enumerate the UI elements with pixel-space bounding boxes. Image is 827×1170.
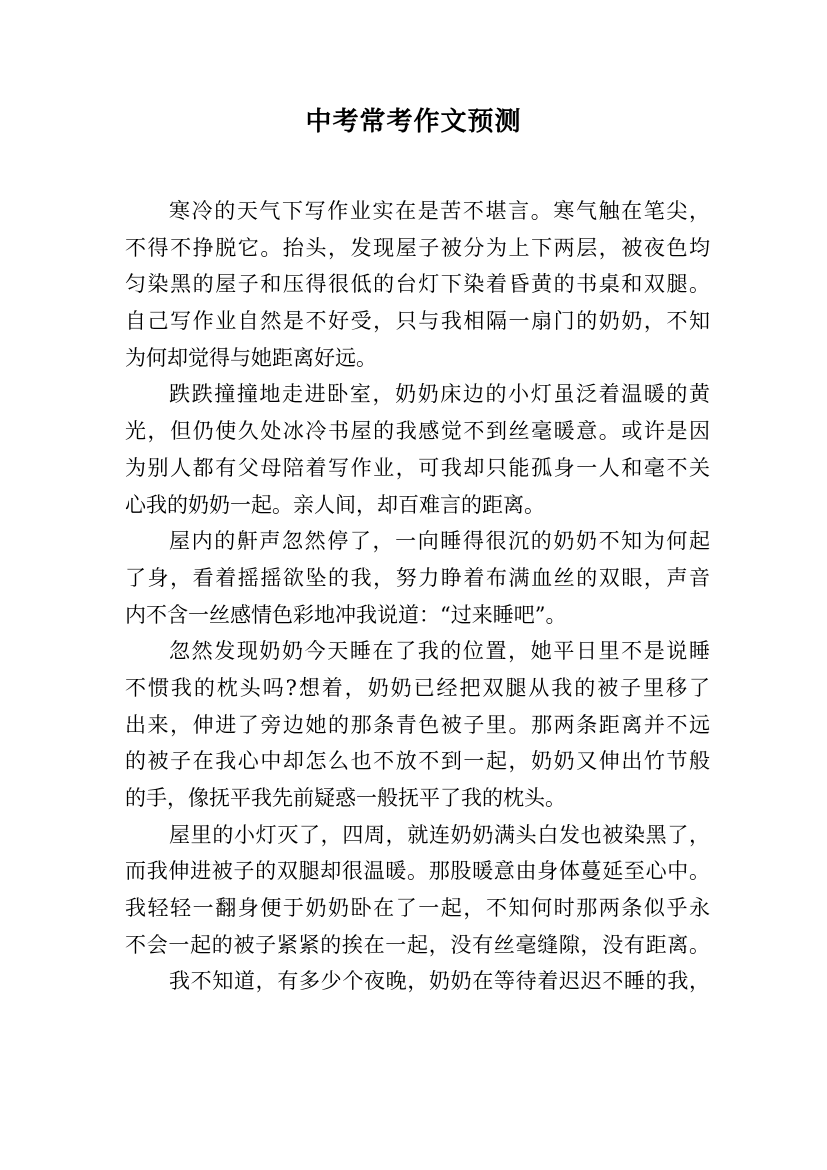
paragraph: [125, 523, 710, 633]
paragraph: [125, 963, 710, 1000]
text-line: 为别人都有父母陪着写作业，可我却只能孤身一人和毫不关: [125, 455, 710, 480]
paragraph: [125, 376, 710, 523]
text-line: 忽然发现奶奶今天睡在了我的位置，她平日里不是说睡: [169, 639, 710, 664]
text-line: 心我的奶奶一起。亲人间，却百难言的距离。: [125, 492, 545, 517]
text-line: 屋内的鼾声忽然停了，一向睡得很沉的奶奶不知为何起: [169, 529, 710, 554]
text-line: 跌跌撞撞地走进卧室，奶奶床边的小灯虽泛着温暖的黄: [169, 382, 710, 407]
text-line: 屋里的小灯灭了，四周，就连奶奶满头白发也被染黑了，: [169, 822, 710, 847]
text-line: 寒冷的天气下写作业实在是苦不堪言。寒气触在笔尖，: [169, 199, 710, 223]
text-line: 的手，像抚平我先前疑惑一般抚平了我的枕头。: [125, 786, 566, 810]
text-line: 出来，伸进了旁边她的那条青色被子里。那两条距离并不远: [125, 712, 710, 737]
text-line: 匀染黑的屋子和压得很低的台灯下染着昏黄的书桌和双腿。: [125, 272, 710, 297]
document-body: [125, 193, 710, 1000]
text-line: 自己写作业自然是不好受，只与我相隔一扇门的奶奶，不知: [125, 309, 710, 334]
text-line: 不惯我的枕头吗?想着，奶奶已经把双腿从我的被子里移了: [125, 675, 710, 700]
paragraph: [125, 193, 710, 376]
text-line: 不会一起的被子紧紧的挨在一起，没有丝毫缝隙，没有距离。: [125, 932, 710, 957]
text-line: 而我伸进被子的双腿却很温暖。那股暖意由身体蔓延至心中。: [125, 859, 710, 884]
text-line: 我不知道，有多少个夜晚，奶奶在等待着迟迟不睡的我，: [169, 969, 710, 994]
text-line: 不得不挣脱它。抬头，发现屋子被分为上下两层，被夜色均: [125, 235, 710, 260]
paragraph: [125, 817, 710, 964]
text-line: 为何却觉得与她距离好远。: [125, 345, 377, 370]
text-line: 内不含一丝感情色彩地冲我说道：“过来睡吧”。: [125, 602, 567, 627]
document-title: 中考常考作文预测: [305, 107, 522, 137]
paragraph: [125, 633, 710, 816]
text-line: 我轻轻一翻身便于奶奶卧在了一起，不知何时那两条似乎永: [125, 896, 710, 921]
text-line: 光，但仍使久处冰冷书屋的我感觉不到丝毫暖意。或许是因: [125, 419, 710, 444]
text-line: 了身，看着摇摇欲坠的我，努力睁着布满血丝的双眼，声音: [125, 565, 710, 590]
text-line: 的被子在我心中却怎么也不放不到一起，奶奶又伸出竹节般: [125, 749, 710, 774]
